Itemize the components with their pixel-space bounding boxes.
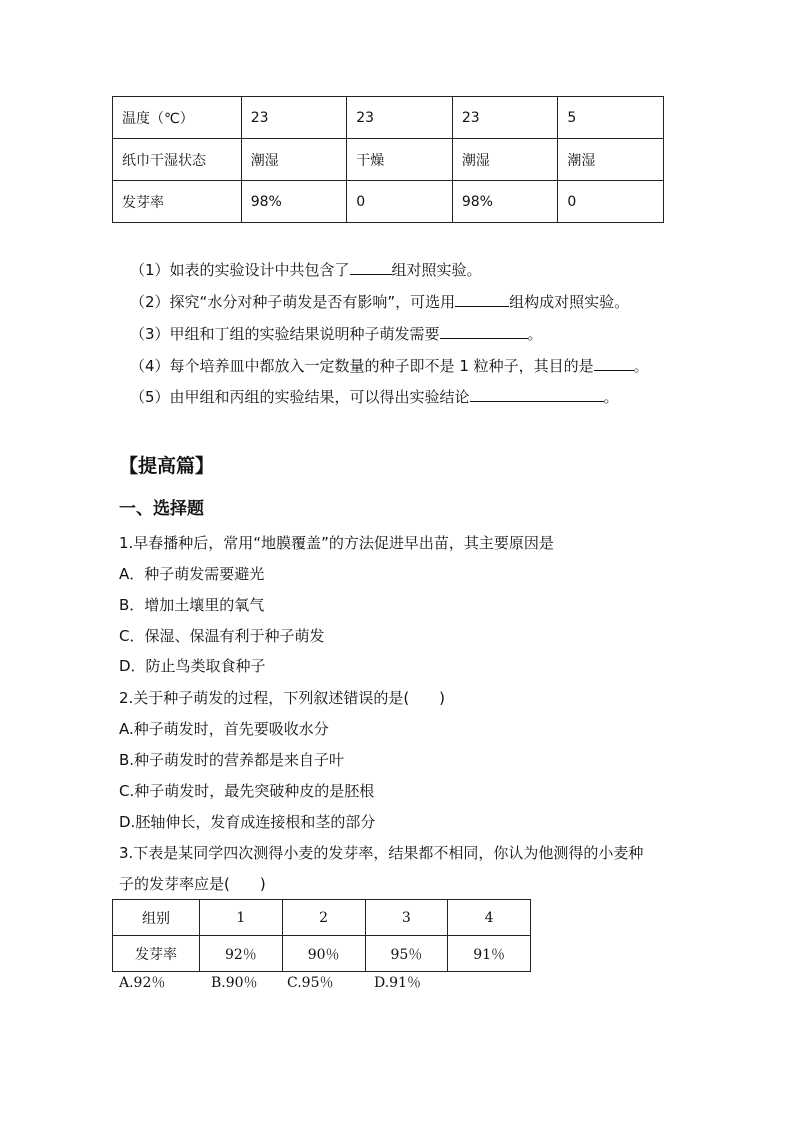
answer-blank [350,260,392,275]
question-text: 组对照实验。 [391,261,482,279]
table-row [113,139,664,181]
table-cell: 91％ [448,936,531,972]
question-5 [130,387,619,407]
answer-blank [455,292,509,307]
table-cell: 23 [241,97,347,139]
row-label: 发芽率 [113,181,242,223]
q2-option-d: D.胚轴伸长，发育成连接根和茎的部分 [119,813,376,831]
table-row [113,181,664,223]
table-header-cell: 2 [282,900,365,936]
section-title: 【提高篇】 [119,455,215,477]
question-3 [130,324,543,344]
q2-option-a: A.种子萌发时，首先要吸收水分 [119,720,329,738]
answer-blank [594,356,634,371]
table-cell: 5 [558,97,664,139]
q1-stem: 1.早春播种后，常用“地膜覆盖”的方法促进早出苗，其主要原因是 [119,534,554,552]
table-header-cell: 3 [365,900,448,936]
answer-blank [470,387,604,402]
q3-option-a: A.92％ [119,975,166,991]
row-label: 温度（℃） [113,97,242,139]
table-cell: 干燥 [347,139,453,181]
table-cell: 潮湿 [452,139,558,181]
q3-options [119,973,421,993]
question-text: （1）如表的实验设计中共包含了 [130,261,350,279]
table-cell: 92％ [200,936,283,972]
row-label: 纸巾干湿状态 [113,139,242,181]
table-row [113,97,664,139]
table-header-cell: 4 [448,900,531,936]
experiment-table [112,96,664,223]
germination-rate-table [112,899,531,972]
question-text: 。 [633,357,649,375]
table-cell: 90％ [282,936,365,972]
q1-option-a: A．种子萌发需要避光 [119,565,265,583]
question-text: 。 [603,388,619,406]
q2-option-b: B.种子萌发时的营养都是来自子叶 [119,751,345,769]
table-cell: 98% [241,181,347,223]
table-row [113,900,531,936]
question-text: （4）每个培养皿中都放入一定数量的种子即不是 1 粒种子，其目的是 [130,357,594,375]
q3-option-b: B.90％ [211,975,258,991]
question-text: 组构成对照实验。 [509,293,630,311]
question-text: （5）由甲组和丙组的实验结果，可以得出实验结论 [130,388,470,406]
table-cell: 潮湿 [241,139,347,181]
question-4 [130,356,649,376]
subsection-title: 一、选择题 [119,499,204,519]
question-text: 。 [527,325,543,343]
table-header-cell: 组别 [113,900,200,936]
table-cell: 0 [347,181,453,223]
table-cell: 23 [347,97,453,139]
answer-blank [440,324,528,339]
table-cell: 98% [452,181,558,223]
table-cell: 0 [558,181,664,223]
question-text: （2）探究“水分对种子萌发是否有影响”，可选用 [130,293,456,311]
question-text: （3）甲组和丁组的实验结果说明种子萌发需要 [130,325,440,343]
q2-option-c: C.种子萌发时，最先突破种皮的是胚根 [119,782,375,800]
q3-option-d: D.91％ [374,975,421,991]
table-row [113,936,531,972]
question-2 [130,292,629,312]
table-cell: 潮湿 [558,139,664,181]
q3-stem-line1: 3.下表是某同学四次测得小麦的发芽率，结果都不相同，你认为他测得的小麦种 [119,844,644,862]
table-cell: 发芽率 [113,936,200,972]
table-cell: 95％ [365,936,448,972]
q2-stem: 2.关于种子萌发的过程，下列叙述错误的是( ) [119,689,446,707]
q3-option-c: C.95％ [287,975,334,991]
q1-option-d: D．防止鸟类取食种子 [119,657,266,675]
table-header-cell: 1 [200,900,283,936]
table-cell: 23 [452,97,558,139]
q1-option-c: C．保湿、保温有利于种子萌发 [119,627,325,645]
question-1 [130,260,482,280]
q3-stem-line2: 子的发芽率应是( ) [119,875,266,893]
q1-option-b: B．增加土壤里的氧气 [119,596,265,614]
